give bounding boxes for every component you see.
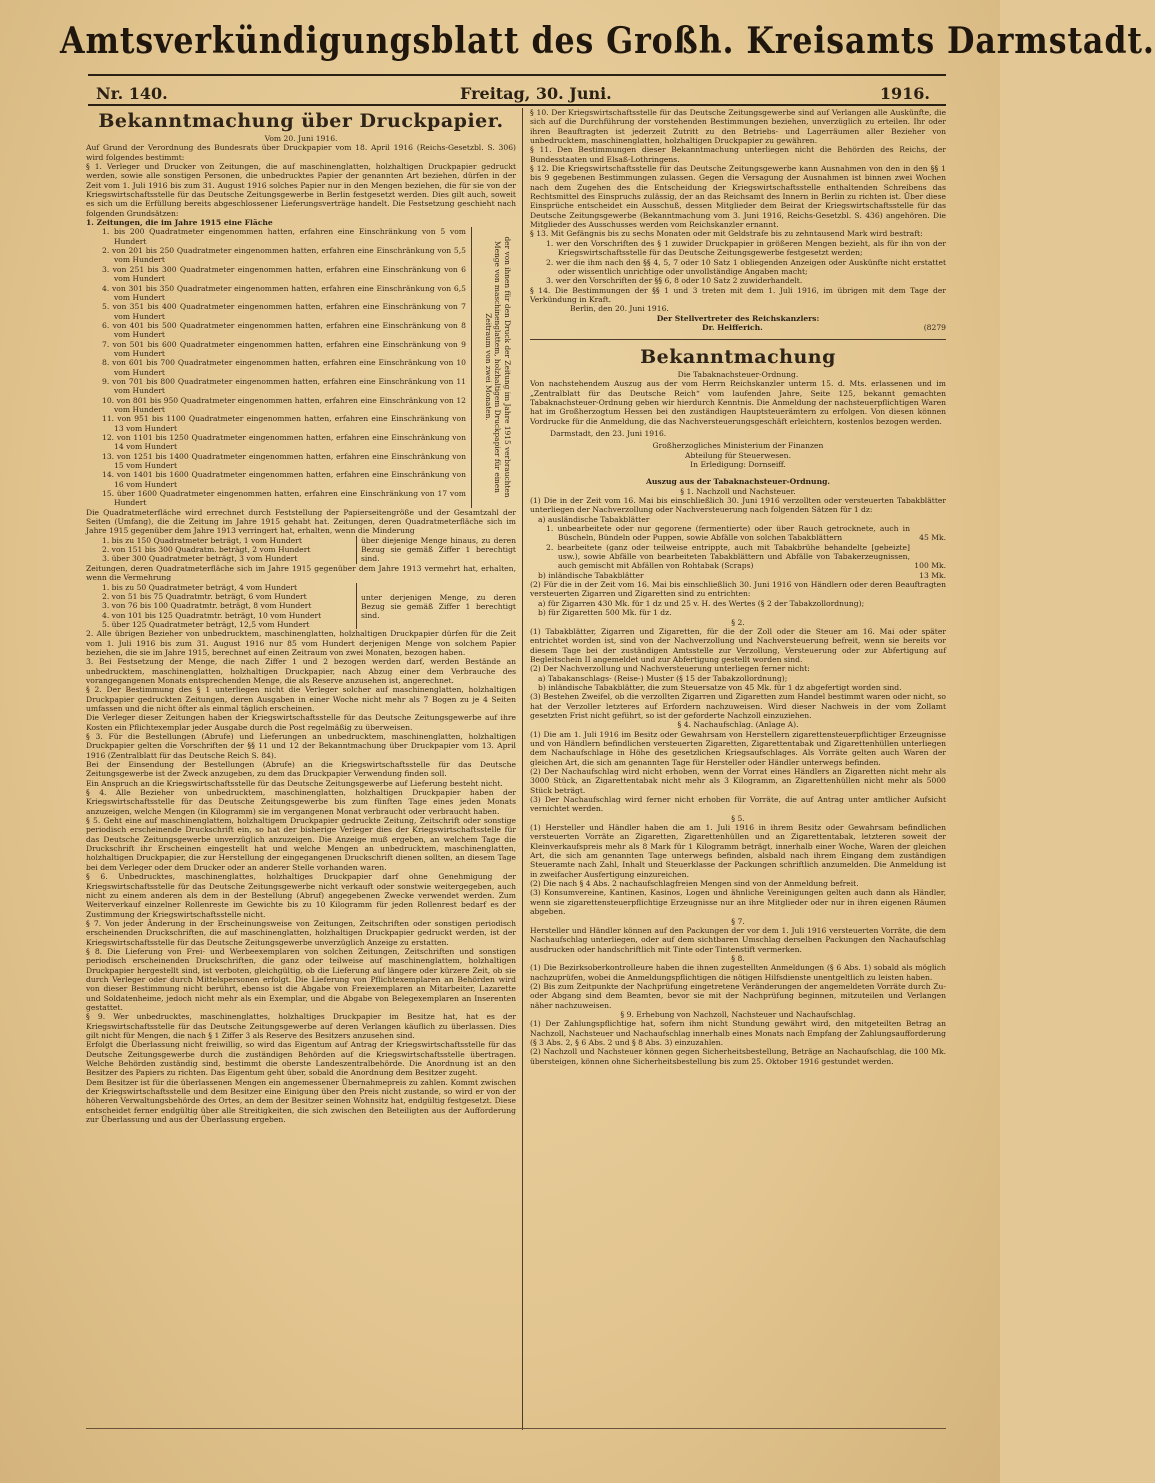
right-p23: (1) Der Zahlungspflichtige hat, sofern ihm nicht Stundung gewährt wird, den mitgeteilten Betrag an Nachzoll, Nachsteuer und Nachaufschlag innerhalb eines Monats nach Empfang der Zahlungsaufforderung (§ 3 Abs. 2, § 6 Abs. 2 und § 8 Abs. 3) einzuzahlen. — [530, 1019, 946, 1047]
list-item: 1. bis 200 Quadratmeter eingenommen hatten, erfahren eine Einschränkung von 5 vom Hundert — [102, 227, 466, 246]
list-item: 11. von 951 bis 1100 Quadratmeter eingenommen hatten, erfahren eine Einschränkung von 13 vom Hundert — [102, 414, 466, 433]
list-item: 15. über 1600 Quadratmeter eingenommen hatten, erfahren eine Einschränkung von 17 vom Hundert — [102, 489, 466, 508]
left-p18: Dem Besitzer ist für die überlassenen Mengen ein angemessener Übernahmepreis zu zahlen. Kommt zwischen der Kriegswirtschaftsstelle und dem Besitzer eine Einigung über den Preis nicht zustande, so wird er von der höheren Verwaltungsbehörde des Ortes, an dem der Besitzer seinen Wohnsitz hat, endgültig festgesetzt. Diese entscheidet ferner endgültig über alle Streitigkeiten, die sich zwischen den Beteiligten aus der Aufforderung zur Überlassung und aus der Überlassung ergeben. — [86, 1077, 516, 1125]
masthead: Amtsverkündigungsblatt des Großh. Kreisamts Darmstadt. — [60, 20, 1155, 62]
right-p10b: b) für Zigaretten 500 Mk. für 1 dz. — [538, 608, 672, 618]
left-p5: 3. Bei Festsetzung der Menge, die nach Ziffer 1 und 2 bezogen werden darf, werden Bestände an unbedrucktem, maschinenglatten, holzhaltigen Druckpapier, nach Abzug einer dem Verbrauche des vorangegangenen Monats entsprechenden Menge, die als Reserve anzusehen ist, angerechnet. — [86, 657, 516, 685]
right-column — [530, 108, 946, 1428]
rate-a1: 1. unbearbeitete oder nur gegorene (fermentierte) oder über Rauch getrocknete, auch in Büscheln, Bündeln oder Puppen, sowie Abfälle von solchen Tabakblättern — [546, 524, 910, 543]
list3-block — [86, 583, 516, 630]
issue-rule — [88, 104, 946, 106]
right-p24: (2) Nachzoll und Nachsteuer können gegen Sicherheitsbestellung, Beträge an Nachaufschlag, die 100 Mk. übersteigen, können ohne Sicherheitsbestellung bis zum 25. Oktober 1916 gestundet werden. — [530, 1047, 946, 1066]
list-item: 5. über 125 Quadratmeter beträgt, 12,5 vom Hundert — [102, 619, 310, 629]
list-item: 2. von 201 bis 250 Quadratmeter eingenommen hatten, erfahren eine Einschränkung von 5,5 vom Hundert — [102, 246, 466, 265]
footer-rule — [86, 1428, 946, 1429]
list-item: 1. bis zu 50 Quadratmeter beträgt, 4 vom Hundert — [102, 582, 298, 592]
right-p20: Hersteller und Händler können auf den Packungen der vor dem 1. Juli 1916 versteuerten Vorräte, die dem Nachaufschlag unterliegen, oder auf dem sichtbaren Umschlag derselben Packungen den Nachaufschlag ausdrucken oder handschriftlich mit Tinte oder Tintenstift vermerken. — [530, 925, 946, 954]
right-p3: § 12. Die Kriegswirtschaftsstelle für das Deutsche Zeitungsgewerbe kann Ausnahmen von den in den §§ 1 bis 9 gegebenen Bestimmungen zulassen. Gegen die Versagung der Ausnahmen ist binnen zwei Wochen nach dem Zugehen des die Entscheidung der Kriegswirtschaftsstelle enthaltenden Schreibens das Rechtsmittel des Einspruchs zulässig, der an das Reichsamt des Innern in Berlin zu richten ist. Über diese Einsprüche entscheidet ein Ausschuß, dessen Mitglieder dem Beirat der Kriegswirtschaftsstelle für das Deutsche Zeitungsgewerbe (Bekanntmachung vom 3. Juni 1916, Reichs-Gesetzbl. S. 436) angehören. Die Mitglieder des Ausschusses werden vom Reichskanzler ernannt. — [530, 164, 946, 230]
list-item: 13. von 1251 bis 1400 Quadratmeter eingenommen hatten, erfahren eine Einschränkung von 15 vom Hundert — [102, 451, 466, 471]
list1 — [86, 227, 516, 507]
side-note: der von ihnen für den Druck der Zeitung im Jahre 1915 verbrauchten Menge von maschinenglattem, holzhaltigem Druckpapier für einen Zeitraum von zwei Monaten. — [484, 236, 512, 498]
right-p16: (3) Der Nachaufschlag wird ferner nicht erhoben für Vorräte, die auf Antrag unter amtlicher Aufsicht vernichtet werden. — [530, 795, 946, 814]
rate-row — [530, 543, 946, 571]
signature-name: Dr. Helfferich. — [702, 322, 763, 332]
left-p2: Die Quadratmeterfläche wird errechnet durch Feststellung der Papierseitengröße und der Gesamtzahl der Seiten (Umfang), die die Zeitung im Jahre 1915 gehabt hat. Zeitungen, deren Quadratmeterfläche sich im Jahre 1915 gegenüber dem Jahre 1913 verringert hat, erhalten, wenn die Minderung — [86, 507, 516, 536]
list-item: 2. von 51 bis 75 Quadratmtr. beträgt, 6 vom Hundert — [102, 591, 307, 601]
left-p15: § 8. Die Lieferung von Frei- und Werbeexemplaren von solchen Zeitungen, Zeitschriften und sonstigen periodisch erscheinenden Druckschriften, die ganz oder teilweise auf maschinenglattem, holzhaltigen Druckpapier hergestellt sind, ist verboten, gleichgültig, ob die Lieferung auf längere oder kürzere Zeit, ob sie durch Verleger oder durch Mittelspersonen erfolgt. Die Lieferung von Pflichtexemplaren an Behörden wird von dieser Bestimmung nicht berührt, ebenso ist die Abgabe von Freiexemplaren an Mitarbeiter, Lazarette und Soldatenheime, jedoch nicht mehr als ein Exemplar, und die Abgabe von Belegexemplaren an Inserenten gestattet. — [86, 946, 516, 1012]
right-p21: (1) Die Bezirksoberkontrolleure haben die ihnen zugestellten Anmeldungen (§ 6 Abs. 1) sobald als möglich nachzuprüfen, wobei die Anmeldungspflichtigen die nötigen Hilfsdienste unentgeltlich zu leisten haben. — [530, 963, 946, 982]
rate-b-value: 13 Mk. — [919, 570, 946, 580]
left-p7: Die Verleger dieser Zeitungen haben der Kriegswirtschaftsstelle für das Deutsche Zeitungsgewerbe auf ihre Kosten ein Pflichtexemplar jeder Ausgabe durch die Post regelmäßig zu überweisen. — [86, 713, 516, 732]
right-p7: Von nachstehendem Auszug aus der vom Herrn Reichskanzler unterm 15. d. Mts. erlassenen und im „Zentralblatt für das Deutsche Reich“ vom laufenden Jahre, Seite 125, bekannt gemachten Tabaknachsteuer-Ordnung geben wir hierdurch Kenntnis. Die Anmeldung der nachsteuerpflichtigen Waren hat im Großherzogtum Hessen bei den zuständigen Hauptsteuerämtern zu erfolgen. Von diesen können Vordrucke für die Anmeldung, die das Nachversteuerungsgeschäft erleichtern, kostenlos bezogen werden. — [530, 379, 946, 426]
right-p10: (2) Für die in der Zeit vom 16. Mai bis einschließlich 30. Juni 1916 von Händlern oder deren Beauftragten versteuerten Zigarren und Zigaretten sind zu entrichten: — [530, 580, 946, 599]
section-5: § 5. — [731, 813, 745, 823]
list-item: 3. von 76 bis 100 Quadratmtr. beträgt, 8 vom Hundert — [102, 601, 312, 611]
right-p18: (2) Die nach § 4 Abs. 2 nachaufschlagfreien Mengen sind von der Anmeldung befreit. — [530, 879, 859, 889]
left-p10: Ein Anspruch an die Kriegswirtschaftsstelle für das Deutsche Zeitungsgewerbe auf Lieferung besteht nicht. — [86, 778, 503, 788]
rate-b: b) inländische Tabakblätter — [538, 570, 644, 580]
right-p9: (1) Die in der Zeit vom 16. Mai bis einschließlich 30. Juni 1916 verzollten oder versteuerten Tabakblätter unterliegen der Nachverzollung oder Nachversteuerung nach folgenden Sätzen für 1 dz: — [530, 496, 946, 515]
left-p3: Zeitungen, deren Quadratmeterfläche sich im Jahre 1915 gegenüber dem Jahre 1913 vermehrt hat, erhalten, wenn die Vermehrung — [86, 563, 516, 583]
issue-bar — [90, 84, 936, 106]
section-separator — [530, 339, 946, 340]
issue-year: 1916. — [879, 84, 930, 103]
list1-block — [86, 227, 516, 507]
column-divider — [522, 108, 523, 1430]
reference-number: (8279 — [923, 322, 946, 332]
authority-3: In Erledigung: Dornseiff. — [690, 460, 786, 469]
right-p4: § 13. Mit Gefängnis bis zu sechs Monaten oder mit Geldstrafe bis zu zehntausend Mark wird bestraft: — [530, 229, 923, 239]
left-p11: § 4. Alle Bezieher von unbedrucktem, maschinenglatten, holzhaltigen Druckpapier haben der Kriegswirtschaftsstelle für das Deutsche Zeitungsgewerbe bis zum fünften Tage eines jeden Monats anzuzeigen, welche Mengen (in Kilogramm) sie im vergangenen Monat verbraucht oder verbraucht haben. — [86, 788, 516, 816]
right-p22: (2) Bis zum Zeitpunkte der Nachprüfung eingetretene Veränderungen der angemeldeten Vorräte durch Zu- oder Abgang sind dem Beamten, bevor sie mit der Nachprüfung beginnen, mitzuteilen und Verlangen näher nachzuweisen. — [530, 981, 946, 1010]
list-item: 4. von 101 bis 125 Quadratmtr. beträgt, 10 vom Hundert — [102, 610, 322, 620]
list-item: 3. über 300 Quadratmeter beträgt, 3 vom Hundert — [102, 554, 298, 564]
list-item: 3. wer den Vorschriften der §§ 6, 8 oder 10 Satz 2 zuwiderhandelt. — [546, 276, 803, 286]
authority-1: Großherzogliches Ministerium der Finanzen — [652, 441, 824, 451]
right-p6: Berlin, den 20. Juni 1916. — [570, 304, 669, 314]
issue-date: Freitag, 30. Juni. — [460, 84, 612, 103]
left-p9: Bei der Einsendung der Bestellungen (Abrufe) an die Kriegswirtschaftsstelle für das Deutsche Zeitungsgewerbe ist der Zweck anzugeben, zu dem das Druckpapier Verwendung finden soll. — [86, 760, 516, 779]
left-p16: § 9. Wer unbedrucktes, maschinenglattes, holzhaltiges Druckpapier im Besitze hat, hat es der Kriegswirtschaftsstelle für das Deutsche Zeitungsgewerbe auf deren Verlangen käuflich zu überlassen. Dies gilt nicht für Mengen, die nach § 1 Ziffer 3 als Reserve des Besitzers anzusehen sind. — [86, 1012, 516, 1040]
rate-a1-value: 45 Mk. — [919, 533, 946, 543]
right-p11: (1) Tabakblätter, Zigarren und Zigaretten, für die der Zoll oder die Steuer am 16. Mai oder später entrichtet worden ist, sind von der Nachverzollung und Nachversteuerung befreit, wenn sie bereits vor diesem Tage bei der zuständigen Amtsstelle zur Verzollung, Versteuerung oder zur Abfertigung auf Begleitschein II angemeldet und zur Abfertigung gestellt worden sind. — [530, 626, 946, 664]
right-p10a: a) für Zigarren 430 Mk. für 1 dz und 25 v. H. des Wertes (§ 2 der Tabakzollordnung); — [538, 598, 865, 608]
list-item: 9. von 701 bis 800 Quadratmeter eingenommen hatten, erfahren eine Einschränkung von 11 vom Hundert — [102, 376, 466, 396]
right-p19: (3) Konsumvereine, Kantinen, Kasinos, Logen und ähnliche Vereinigungen gelten auch dann als Händler, wenn sie zigarettensteuerpflichtige Erzeugnisse nur an ihre Mitglieder oder nur in ihren eigenen Räumen abgeben. — [530, 888, 946, 917]
right-p2: § 11. Den Bestimmungen dieser Bekanntmachung unterliegen nicht die Behörden des Reichs, der Bundesstaaten und Elsaß-Lothringens. — [530, 145, 946, 164]
list2-block — [86, 536, 516, 564]
section-9: § 9. Erhebung von Nachzoll, Nachsteuer und Nachaufschlag. — [620, 1009, 856, 1019]
authority-2: Abteilung für Steuerwesen. — [684, 450, 791, 460]
side-note-box — [471, 227, 516, 507]
list-item: 14. von 1401 bis 1600 Quadratmeter eingenommen hatten, erfahren eine Einschränkung von 16 vom Hundert — [102, 470, 466, 489]
list3-note: unter derjenigen Menge, zu deren Bezug sie gemäß Ziffer 1 berechtigt sind. — [361, 592, 516, 621]
list-item: 6. von 401 bis 500 Quadratmeter eingenommen hatten, erfahren eine Einschränkung von 8 vom Hundert — [102, 320, 466, 340]
right-headline: Bekanntmachung — [640, 345, 836, 368]
left-p14: § 7. Von jeder Änderung in der Erscheinungsweise von Zeitungen, Zeitschriften oder sonstigen periodisch erscheinenden Druckschriften, die auf maschinenglatten, holzhaltigen Druckpapier gedruckt werden, ist der Kriegswirtschaftsstelle für das Deutsche Zeitungsgewerbe unverzüglich Anzeige zu erstatten. — [86, 918, 516, 947]
section-1: § 1. Nachzoll und Nachsteuer. — [680, 486, 796, 496]
signature-line — [530, 323, 946, 333]
list-item: 10. von 801 bis 950 Quadratmeter eingenommen hatten, erfahren eine Einschränkung von 12 vom Hundert — [102, 395, 466, 414]
right-p12a: a) Tabakanschlags- (Reise-) Muster (§ 15 der Tabakzollordnung); — [538, 673, 788, 683]
left-headline: Bekanntmachung über Druckpapier. — [98, 110, 504, 132]
left-p12: § 5. Geht eine auf maschinenglattem, holzhaltigem Druckpapier gedruckte Zeitung, Zeitschrift oder sonstige periodisch erscheinende Druckschrift ein, so hat der bisherige Verleger dies der Kriegswirtschaftsstelle für das Deutsche Zeitungsgewerbe unverzüglich anzuzeigen. Die Anzeige muß ergeben, an welchem Tage die Druckschrift ihr Erscheinen eingestellt hat und welche Mengen an unbedrucktem, maschinenglatten, holzhaltigen Druckpapier, die zur Herstellung der eingegangenen Druckschrift dienen sollten, an diesem Tage bei dem Verleger oder dem Drucker oder an anderer Stelle vorhanden waren. — [86, 816, 516, 872]
left-p8: § 3. Für die Bestellungen (Abrufe) und Lieferungen an unbedrucktem, maschinenglatten, holzhaltigen Druckpapier gelten die Vorschriften der §§ 11 und 12 der Bekanntmachung über Druckpapier vom 13. April 1916 (Zentralblatt für das Deutsche Reich S. 84). — [86, 732, 516, 760]
rate-row — [530, 571, 946, 580]
rate-a2-value: 100 Mk. — [914, 561, 946, 571]
list-item: 12. von 1101 bis 1250 Quadratmeter eingenommen hatten, erfahren eine Einschränkung von 14 vom Hundert — [102, 433, 466, 452]
left-date-line: Vom 20. Juni 1916. — [264, 134, 338, 143]
list-item: 3. von 251 bis 300 Quadratmeter eingenommen hatten, erfahren eine Einschränkung von 6 vom Hundert — [102, 264, 466, 284]
right-p17: (1) Hersteller und Händler haben die am 1. Juli 1916 in ihrem Besitz oder Gewahrsam befindlichen versteuerten Vorräte an Zigaretten, Zigarettenhüllen und an Zigarettentabak, letzteren soweit der Kleinverkaufspreis mehr als 8 Mark für 1 Kilogramm beträgt, innerhalb einer Woche, Waren der gleichen Art, die sich am genannten Tage unterwegs befinden, alsbald nach ihrem Eingang dem zuständigen Steueramte nach Zahl, Inhalt und Steuerklasse der Packungen schriftlich anzumelden. Die Anmeldung ist in zweifacher Ausfertigung einzureichen. — [530, 823, 946, 879]
left-p1: § 1. Verleger und Drucker von Zeitungen, die auf maschinenglatten, holzhaltigen Druckpapier gedruckt werden, sowie alle sonstigen Personen, die unbedrucktes Papier der genannten Art beziehen, dürfen in der Zeit vom 1. Juli 1916 bis zum 31. August 1916 solches Papier nur in den Mengen beziehen, die für sie von der Kriegswirtschaftsstelle für das Deutsche Zeitungsgewerbe in Berlin festgesetzt werden. Dies gilt auch, soweit es sich um die Erfüllung bereits abgeschlossener Lieferungsverträge handelt. Die Festsetzung geschieht nach folgenden Grundsätzen: — [86, 162, 516, 218]
issue-number: Nr. 140. — [96, 84, 168, 103]
left-p13: § 6. Unbedrucktes, maschinenglattes, holzhaltiges Druckpapier darf ohne Genehmigung der Kriegswirtschaftsstelle für das Deutsche Zeitungsgewerbe nicht verkauft oder sonstwie weitergegeben, auch nicht zu einem anderen als dem in der Bestellung (Abruf) angegebenen Zwecke verwendet werden. Zum Weiterverkauf einzelner Rollenreste im Gewichte bis zu 10 Kilogramm für jeden Rollenrest bedarf es der Zustimmung der Kriegswirtschaftsstelle nicht. — [86, 872, 516, 919]
left-p4: 2. Alle übrigen Bezieher von unbedrucktem, maschinenglatten, holzhaltigen Druckpapier dürfen für die Zeit vom 1. Juli 1916 bis zum 31. August 1916 nur 85 vom Hundert derjenigen Menge von solchem Papier beziehen, die sie im Jahre 1915, berechnet auf einen Zeitraum von zwei Monaten, bezogen haben. — [86, 629, 516, 657]
rate-a2: 2. bearbeitete (ganz oder teilweise entrippte, auch mit Tabakbrühe behandelte [gebeizte] usw.), sowie Abfälle von bearbeiteten Tabakblättern und Abfälle von Tabakerzeugnissen, auch gemischt mit Abfällen von Rohtabak (Scraps) — [546, 542, 910, 571]
section-4: § 4. Nachaufschlag. (Anlage A). — [677, 720, 799, 730]
list-item: 1. bis zu 150 Quadratmeter beträgt, 1 vom Hundert — [102, 535, 302, 545]
right-p13: (3) Bestehen Zweifel, ob die verzollten Zigarren und Zigaretten zum Handel bestimmt waren oder nicht, so hat der Verzoller letzteres auf Erfordern nachzuweisen. Wird dieser Nachweis in der vom Zollamt gesetzten Frist nicht geführt, so ist der geforderte Nachzoll einzuziehen. — [530, 692, 946, 720]
right-subtitle: Die Tabaknachsteuer-Ordnung. — [677, 369, 799, 379]
signature-title: Der Stellvertreter des Reichskanzlers: — [656, 313, 820, 323]
left-column — [86, 108, 516, 1428]
rate-row — [530, 524, 946, 543]
right-p1: § 10. Der Kriegswirtschaftsstelle für das Deutsche Zeitungsgewerbe sind auf Verlangen alle Auskünfte, die sich auf die Durchführung der vorstehenden Bestimmungen beziehen, unverzüglich zu erteilen. Ihr oder ihren Beauftragten ist jederzeit Zutritt zu den Betriebs- und Lagerräumen aller Bezieher von unbedrucktem, maschinenglatten, holzhaltigen Druckpapier zu gewähren. — [530, 108, 946, 146]
masthead-rule — [88, 74, 946, 76]
section-2: § 2. — [731, 617, 745, 627]
left-p1a: 1. Zeitungen, die im Jahre 1915 eine Fläche — [86, 218, 273, 228]
list-item: 5. von 351 bis 400 Quadratmeter eingenommen hatten, erfahren eine Einschränkung von 7 vom Hundert — [102, 302, 466, 321]
list3 — [86, 583, 357, 630]
right-a: a) ausländische Tabakblätter — [538, 514, 650, 524]
list-item: 7. von 501 bis 600 Quadratmeter eingenommen hatten, erfahren eine Einschränkung von 9 vom Hundert — [102, 339, 466, 358]
right-p5: § 14. Die Bestimmungen der §§ 1 und 3 treten mit dem 1. Juli 1916, im übrigen mit dem Tage der Verkündung in Kraft. — [530, 285, 946, 304]
right-p14: (1) Die am 1. Juli 1916 im Besitz oder Gewahrsam von Herstellern zigarettensteuerpflichtiger Erzeugnisse und von Händlern befindlichen versteuerten Zigaretten, Zigarettentabak und Zigarettenhüllen unterliegen dem Nachaufschlage in Höhe des gesetzlichen Kriegsaufschlages. Als Vorräte gelten auch Waren der gleichen Art, die sich am genannten Tage für Hersteller oder Händler unterwegs befinden. — [530, 729, 946, 767]
right-p15: (2) Der Nachaufschlag wird nicht erhoben, wenn der Vorrat eines Händlers an Zigaretten nicht mehr als 3000 Stück, an Zigarettentabak nicht mehr als 3 Kilogramm, an Zigarettenhüllen nicht mehr als 5000 Stück beträgt. — [530, 767, 946, 795]
section-8: § 8. — [731, 953, 745, 963]
section-7: § 7. — [731, 916, 745, 926]
left-p17: Erfolgt die Überlassung nicht freiwillig, so wird das Eigentum auf Antrag der Kriegswirtschaftsstelle für das Deutsche Zeitungsgewerbe durch die zuständigen Behörden auf die Kriegswirtschaftsstelle übertragen. Welche Behörden zuständig sind, bestimmt die oberste Landeszentralbehörde. Die Anordnung ist an den Besitzer des Papiers zu richten. Das Eigentum geht über, sobald die Anordnung dem Besitzer zugeht. — [86, 1040, 516, 1078]
left-p6: § 2. Der Bestimmung des § 1 unterliegen nicht die Verleger solcher auf maschinenglatten, holzhaltigen Druckpapier gedruckten Zeitungen, deren Ausgaben in einer Woche nicht mehr als 7 Bogen zu je 4 Seiten umfassen und die nicht öfter als einmal täglich erscheinen. — [86, 685, 516, 713]
extract-title: Auszug aus der Tabaknachsteuer-Ordnung. — [645, 477, 831, 487]
list-item: 2. wer die ihm nach den §§ 4, 5, 7 oder 10 Satz 1 obliegenden Anzeigen oder Auskünfte nicht erstattet oder wissentlich unrichtige oder unvollständige Angaben macht; — [546, 257, 946, 276]
right-p8: Darmstadt, den 23. Juni 1916. — [550, 428, 667, 438]
right-p12: (2) Der Nachverzollung und Nachversteuerung unterliegen ferner nicht: — [530, 664, 810, 674]
list2-note: über diejenige Menge hinaus, zu deren Bezug sie gemäß Ziffer 1 berechtigt sind. — [361, 535, 516, 564]
list2 — [86, 536, 357, 564]
left-intro: Auf Grund der Verordnung des Bundesrats über Druckpapier vom 18. April 1916 (Reichs-Gesetzbl. S. 306) wird folgendes bestimmt: — [86, 143, 516, 162]
list-item: 2. von 151 bis 300 Quadratm. beträgt, 2 vom Hundert — [102, 545, 311, 555]
list-item: 8. von 601 bis 700 Quadratmeter eingenommen hatten, erfahren eine Einschränkung von 10 vom Hundert — [102, 358, 466, 377]
list-item: 4. von 301 bis 350 Quadratmeter eingenommen hatten, erfahren eine Einschränkung von 6,5 vom Hundert — [102, 283, 466, 302]
right-p12b: b) inländische Tabakblätter, die zum Steuersatze von 45 Mk. für 1 dz abgefertigt worden sind. — [538, 682, 902, 692]
list-item: 1. wer den Vorschriften des § 1 zuwider Druckpapier in größeren Mengen bezieht, als für ihn von der Kriegswirtschaftsstelle für das Deutsche Zeitungsgewerbe festgesetzt werden; — [546, 238, 946, 258]
